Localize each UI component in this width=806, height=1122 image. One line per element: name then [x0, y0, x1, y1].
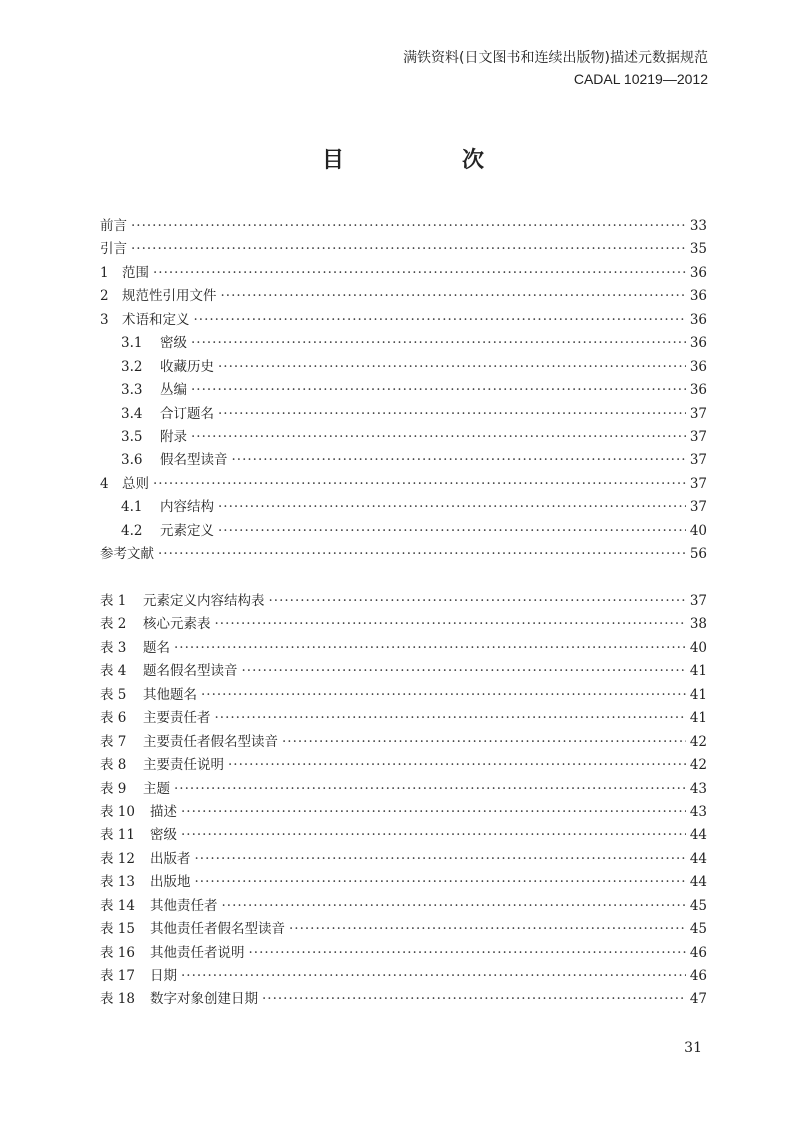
toc-entry[interactable]: [100, 495, 707, 518]
entry-label: 主要责任者: [143, 710, 211, 727]
entry-number: 4.2: [121, 522, 143, 539]
dot-leader: [191, 429, 686, 445]
toc-entry[interactable]: [100, 964, 707, 987]
entry-page: 37: [689, 452, 707, 469]
dot-leader: [181, 827, 686, 843]
dot-leader: [289, 921, 686, 937]
entry-page: 43: [689, 803, 707, 820]
dot-leader: [194, 312, 686, 328]
dot-leader: [191, 335, 686, 351]
entry-page: 37: [689, 428, 707, 445]
toc-entry[interactable]: [100, 542, 707, 565]
entry-number: 表 9: [100, 780, 127, 797]
entry-label: 描述: [150, 803, 177, 820]
entry-page: 40: [689, 522, 707, 539]
toc-entry[interactable]: [100, 589, 707, 612]
toc-entry[interactable]: [100, 261, 707, 284]
toc-entry[interactable]: [100, 519, 707, 542]
entry-number: 3.4: [121, 405, 143, 422]
toc-entry[interactable]: [100, 402, 707, 425]
entry-page: 36: [689, 335, 707, 352]
entry-number: 表 10: [100, 803, 135, 820]
entry-label: 内容结构: [160, 499, 214, 516]
entry-page: 44: [689, 850, 707, 867]
page-number: 31: [684, 1040, 702, 1056]
entry-label: 出版者: [150, 850, 191, 867]
entry-number: 3.5: [121, 428, 143, 445]
dot-leader: [174, 640, 686, 656]
entry-page: 36: [689, 311, 707, 328]
entry-label: 密级: [160, 335, 187, 352]
entry-label: 其他责任者假名型读音: [150, 921, 285, 938]
running-header-title: 满铁资料(日文图书和连续出版物)描述元数据规范: [403, 50, 708, 66]
entry-number: 2: [100, 288, 109, 305]
entry-label: 题名: [143, 639, 170, 656]
entry-page: 44: [689, 827, 707, 844]
entry-label: 合订题名: [160, 405, 214, 422]
toc-entry[interactable]: [100, 448, 707, 471]
dot-leader: [153, 476, 686, 492]
toc-entry[interactable]: [100, 284, 707, 307]
toc-entry[interactable]: [100, 214, 707, 237]
toc-entry[interactable]: [100, 472, 707, 495]
entry-page: 37: [689, 475, 707, 492]
dot-leader: [131, 241, 686, 257]
entry-number: 表 5: [100, 686, 127, 703]
toc-entry[interactable]: [100, 987, 707, 1010]
toc-entry[interactable]: [100, 870, 707, 893]
dot-leader: [228, 757, 686, 773]
entry-page: 40: [689, 639, 707, 656]
dot-leader: [191, 382, 686, 398]
toc-entry[interactable]: [100, 378, 707, 401]
toc-entry[interactable]: [100, 706, 707, 729]
entry-label: 主题: [143, 780, 170, 797]
dot-leader: [195, 851, 686, 867]
dot-leader: [181, 968, 686, 984]
dot-leader: [218, 499, 686, 515]
entry-label: 假名型读音: [160, 452, 228, 469]
entry-number: 3.2: [121, 358, 143, 375]
toc-entry[interactable]: [100, 425, 707, 448]
table-toc: [100, 589, 707, 1011]
entry-number: 3.3: [121, 382, 143, 399]
entry-label: 总则: [122, 475, 149, 492]
dot-leader: [174, 781, 686, 797]
toc-entry[interactable]: [100, 308, 707, 331]
dot-leader: [218, 406, 686, 422]
entry-page: 43: [689, 780, 707, 797]
entry-number: 3: [100, 311, 109, 328]
entry-label: 数字对象创建日期: [150, 991, 258, 1008]
toc-entry[interactable]: [100, 894, 707, 917]
entry-page: 47: [689, 991, 707, 1008]
dot-leader: [215, 616, 686, 632]
entry-number: 表 6: [100, 710, 127, 727]
entry-page: 45: [689, 897, 707, 914]
entry-page: 38: [689, 616, 707, 633]
entry-number: 表 17: [100, 968, 135, 984]
toc-entry[interactable]: [100, 659, 707, 682]
entry-number: 表 12: [100, 850, 135, 867]
entry-label: 丛编: [160, 382, 187, 399]
entry-label: 核心元素表: [143, 616, 211, 633]
toc-entry[interactable]: [100, 941, 707, 964]
entry-label: 前言: [100, 218, 127, 234]
entry-page: 36: [689, 358, 707, 375]
entry-number: 表 15: [100, 921, 135, 938]
dot-leader: [181, 804, 686, 820]
entry-page: 46: [689, 944, 707, 961]
toc-entry[interactable]: [100, 800, 707, 823]
toc-entry[interactable]: [100, 237, 707, 260]
dot-leader: [232, 452, 686, 468]
entry-label: 其他责任者: [150, 897, 218, 914]
entry-number: 4.1: [121, 499, 143, 516]
dot-leader: [215, 710, 686, 726]
entry-number: 表 11: [100, 827, 135, 844]
dot-leader: [249, 945, 686, 961]
section-toc: [100, 214, 707, 566]
entry-page: 37: [689, 499, 707, 516]
dot-leader: [218, 523, 686, 539]
entry-page: 45: [689, 921, 707, 938]
dot-leader: [221, 288, 686, 304]
entry-number: 表 2: [100, 616, 127, 633]
toc-entry[interactable]: [100, 331, 707, 354]
entry-number: 表 7: [100, 733, 127, 750]
entry-label: 密级: [150, 827, 177, 844]
entry-number: 表 8: [100, 757, 127, 774]
entry-label: 引言: [100, 241, 127, 258]
entry-label: 范围: [122, 264, 149, 281]
dot-leader: [218, 359, 686, 375]
entry-number: 表 18: [100, 991, 135, 1008]
toc-entry[interactable]: [100, 847, 707, 870]
entry-label: 术语和定义: [122, 311, 190, 328]
entry-label: 收藏历史: [160, 358, 214, 375]
entry-page: 44: [689, 874, 707, 891]
entry-label: 规范性引用文件: [122, 288, 217, 305]
toc-entry[interactable]: [100, 636, 707, 659]
entry-number: 表 16: [100, 944, 135, 961]
toc-entry[interactable]: [100, 730, 707, 753]
entry-number: 表 4: [100, 663, 127, 680]
entry-number: 表 3: [100, 639, 127, 656]
entry-page: 35: [689, 241, 707, 258]
entry-page: 42: [689, 757, 707, 774]
entry-page: 36: [689, 264, 707, 281]
toc-entry[interactable]: [100, 753, 707, 776]
toc-entry[interactable]: [100, 917, 707, 940]
entry-label: 主要责任者假名型读音: [143, 733, 278, 750]
dot-leader: [222, 898, 686, 914]
entry-number: 表 14: [100, 897, 135, 914]
entry-label: 日期: [150, 968, 177, 984]
entry-label: 参考文献: [100, 546, 154, 563]
entry-label: 主要责任说明: [143, 757, 224, 774]
toc-title: 目 次: [321, 148, 532, 173]
entry-number: 4: [100, 475, 109, 492]
dot-leader: [269, 593, 686, 609]
dot-leader: [262, 991, 686, 1007]
entry-label: 出版地: [150, 874, 191, 891]
entry-label: 附录: [160, 428, 187, 445]
entry-number: 3.1: [121, 335, 143, 352]
entry-label: 其他题名: [143, 686, 197, 703]
dot-leader: [282, 734, 686, 750]
entry-page: 41: [689, 686, 707, 703]
toc-entry[interactable]: [100, 777, 707, 800]
dot-leader: [195, 874, 686, 890]
entry-label: 元素定义内容结构表: [143, 593, 265, 609]
entry-page: 37: [689, 405, 707, 422]
entry-page: 46: [689, 968, 707, 984]
running-header-code: CADAL 10219—2012: [573, 71, 708, 87]
toc-entry[interactable]: [100, 823, 707, 846]
entry-page: 37: [689, 593, 707, 609]
dot-leader: [201, 687, 686, 703]
dot-leader: [131, 218, 686, 234]
entry-page: 56: [689, 546, 707, 563]
entry-page: 36: [689, 288, 707, 305]
dot-leader: [158, 546, 686, 562]
entry-page: 33: [689, 218, 707, 234]
entry-number: 1: [100, 264, 109, 281]
entry-number: 表 1: [100, 593, 127, 609]
dot-leader: [242, 663, 686, 679]
entry-page: 36: [689, 382, 707, 399]
toc-entry[interactable]: [100, 612, 707, 635]
entry-number: 表 13: [100, 874, 135, 891]
toc-entry[interactable]: [100, 683, 707, 706]
toc-entry[interactable]: [100, 355, 707, 378]
dot-leader: [153, 265, 686, 281]
entry-label: 其他责任者说明: [150, 944, 245, 961]
entry-page: 42: [689, 733, 707, 750]
entry-label: 题名假名型读音: [143, 663, 238, 680]
entry-number: 3.6: [121, 452, 143, 469]
entry-page: 41: [689, 663, 707, 680]
entry-label: 元素定义: [160, 522, 214, 539]
entry-page: 41: [689, 710, 707, 727]
